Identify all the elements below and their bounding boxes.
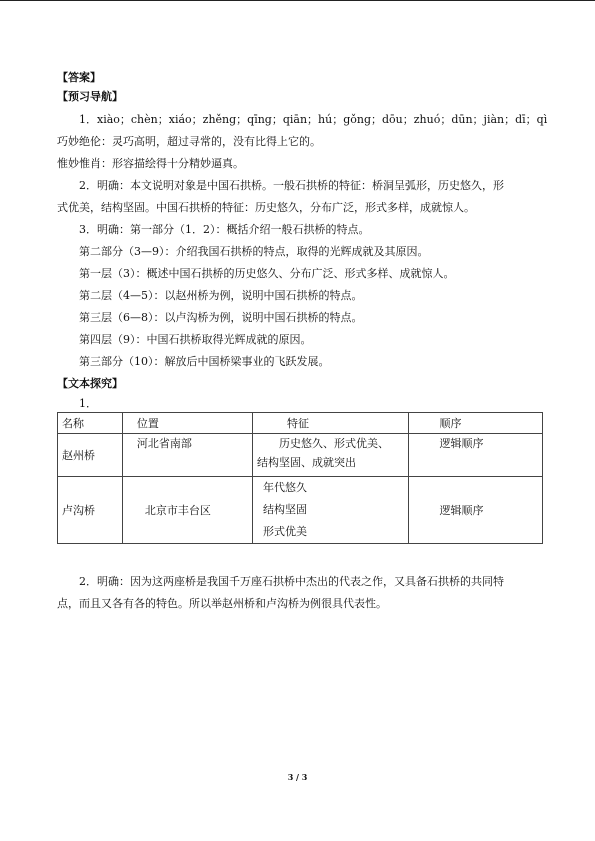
row-1-location: 河北省南部	[122, 434, 252, 477]
idiom-definition-2: 惟妙惟肖：形容描绘得十分精妙逼真。	[57, 157, 244, 170]
feature-text: 结构坚固、成就突出	[256, 456, 356, 469]
structure-layer-2: 第二层（4—5）：以赵州桥为例，说明中国石拱桥的特点。	[79, 289, 363, 302]
explore-answer-2-line-2: 点，而且又各有各的特色。所以举赵州桥和卢沟桥为例很具代表性。	[57, 597, 387, 610]
row-1-name: 赵州桥	[58, 434, 123, 477]
row-2-name: 卢沟桥	[58, 477, 123, 544]
feature-text: 结构坚固	[262, 503, 307, 516]
answer-heading: 【答案】	[57, 71, 101, 84]
bridge-comparison-table	[57, 412, 543, 544]
structure-part-3: 第三部分（10）：解放后中国桥梁事业的飞跃发展。	[79, 355, 330, 368]
answer-2-line-1: 2．明确：本文说明对象是中国石拱桥。一般石拱桥的特征：桥洞呈弧形，历史悠久，形	[79, 179, 504, 192]
row-2-order: 逻辑顺序	[409, 477, 543, 544]
table-row	[58, 434, 543, 477]
idiom-definition-1: 巧妙绝伦：灵巧高明，超过寻常的，没有比得上它的。	[57, 135, 321, 148]
structure-layer-3: 第三层（6—8）：以卢沟桥为例，说明中国石拱桥的特点。	[79, 311, 363, 324]
row-1-features	[252, 434, 408, 477]
pinyin-answers: 1．xiào；chèn；xiáo；zhěng；qīng；qiān；hú；gǒng；dōu；zhuó；dūn；jiàn；dī；qì	[79, 113, 548, 126]
preview-heading: 【预习导航】	[57, 90, 123, 103]
structure-part-2: 第二部分（3—9）：介绍我国石拱桥的特点，取得的光辉成就及其原因。	[79, 245, 429, 258]
feature-text: 形式优美	[262, 525, 307, 538]
row-2-features	[252, 477, 408, 544]
row-2-location: 北京市丰台区	[122, 477, 252, 544]
answer-3: 3．明确：第一部分（1．2）：概括介绍一般石拱桥的特点。	[79, 223, 370, 236]
table-row	[58, 477, 543, 544]
explore-heading: 【文本探究】	[57, 377, 123, 390]
row-1-order: 逻辑顺序	[409, 434, 543, 477]
header-location: 位置	[122, 413, 252, 434]
explore-item-number: 1．	[79, 397, 97, 410]
answer-2-line-2: 式优美，结构坚固。中国石拱桥的特征：历史悠久，分布广泛，形式多样，成就惊人。	[57, 201, 475, 214]
feature-text: 年代悠久	[262, 481, 307, 494]
table-header-row	[58, 413, 543, 434]
page-number: 3 / 3	[287, 772, 308, 782]
header-name: 名称	[58, 413, 123, 434]
explore-answer-2-line-1: 2．明确：因为这两座桥是我国千万座石拱桥中杰出的代表之作，又具备石拱桥的共同特	[79, 575, 504, 588]
structure-layer-1: 第一层（3）：概述中国石拱桥的历史悠久、分布广泛、形式多样、成就惊人。	[79, 267, 455, 280]
feature-text: 历史悠久、形式优美、	[278, 437, 389, 450]
header-features: 特征	[252, 413, 408, 434]
structure-layer-4: 第四层（9）：中国石拱桥取得光辉成就的原因。	[79, 333, 312, 346]
header-order: 顺序	[409, 413, 543, 434]
top-border-rule	[0, 0, 595, 1]
